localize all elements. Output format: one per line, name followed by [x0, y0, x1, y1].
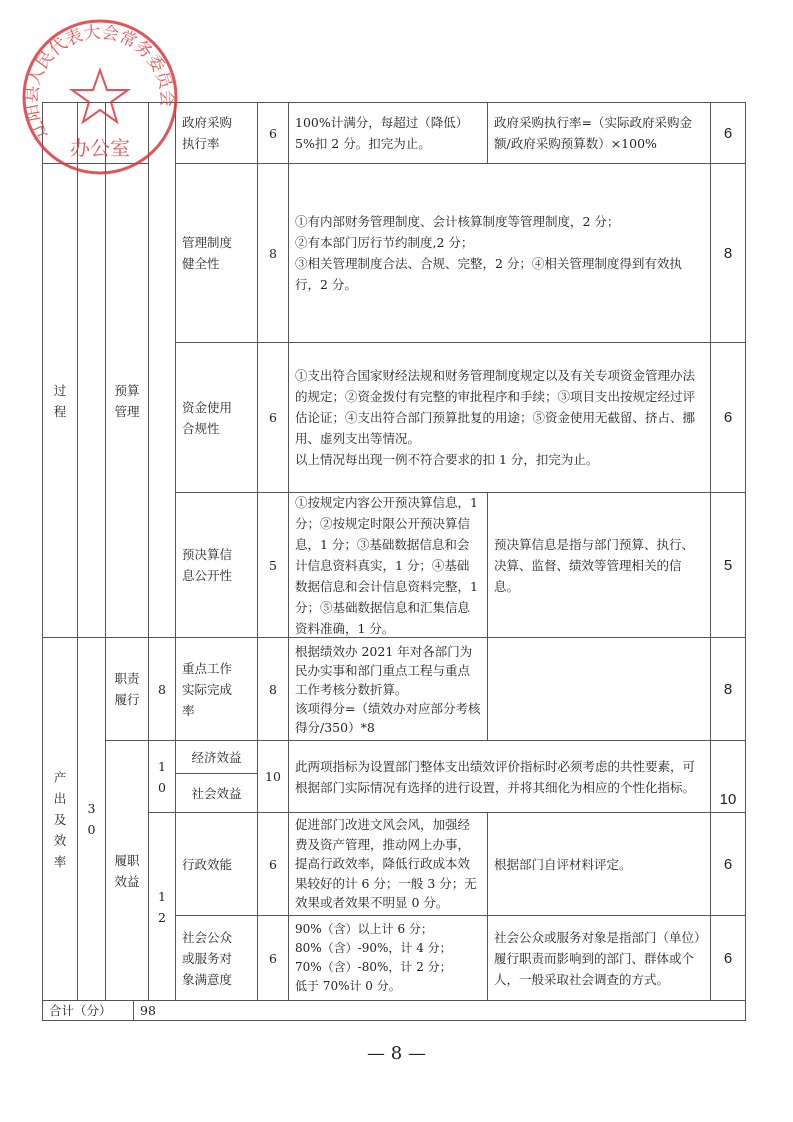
level2-duty: 职责 履行: [105, 637, 149, 741]
criteria-procurement: 100%计满分，每超过（降低）5%扣 2 分。扣完为止。: [288, 102, 488, 164]
indicator-social: 社会效益: [175, 773, 258, 813]
weight-key-work: 8: [257, 637, 289, 741]
weight-mgmt-system: 8: [257, 163, 289, 343]
weight-benefit-group1: 1 0: [148, 740, 176, 813]
weight-benefit-group2: 1 2: [148, 812, 176, 1001]
score-budget-disclosure: 5: [710, 492, 746, 638]
svg-text:辽阳县人民代表大会常务委员会: 辽阳县人民代表大会常务委员会: [21, 22, 177, 143]
weight-procurement: 6: [257, 102, 289, 164]
criteria-benefit: 此两项指标为设置部门整体支出绩效评价指标时必须考虑的共性要素，可根据部门实际情况有选择的进行设置，并将其细化为相应的个性化指标。: [288, 740, 711, 813]
weight-admin-efficiency: 6: [257, 812, 289, 916]
weight-benefit: 10: [257, 740, 289, 813]
indicator-mgmt-system: 管理制度 健全性: [175, 163, 258, 343]
score-admin-efficiency: 6: [710, 812, 746, 916]
score-benefit: 10: [710, 740, 746, 813]
criteria-satisfaction: 90%（含）以上计 6 分； 80%（含）-90%，计 4 分； 70%（含）-80%，计 2 分； 低于 70%计 0 分。: [288, 915, 488, 1001]
weight-output-efficiency: 3 0: [77, 637, 106, 1001]
level1-output-efficiency: 产 出 及 效 率: [42, 637, 78, 1001]
indicator-fund-compliance: 资金使用 合规性: [175, 342, 258, 493]
description-procurement: 政府采购执行率=（实际政府采购金额/政府采购预算数）×100%: [487, 102, 711, 164]
total-label: 合计（分）: [42, 1000, 134, 1021]
description-budget-disclosure: 预决算信息是指与部门预算、执行、决算、监督、绩效等管理相关的信息。: [487, 492, 711, 638]
star-icon: [72, 70, 128, 122]
svg-text:办公室: 办公室: [70, 136, 130, 160]
page-number: — 8 —: [367, 1043, 426, 1064]
level1-process: 过 程: [42, 163, 78, 638]
total-value: 98: [133, 1000, 746, 1021]
indicator-admin-efficiency: 行政效能: [175, 812, 258, 916]
indicator-procurement: 政府采购 执行率: [175, 102, 258, 164]
level2-benefit: 履职 效益: [105, 740, 149, 1001]
score-key-work: 8: [710, 637, 746, 741]
indicator-satisfaction: 社会公众 或服务对 象满意度: [175, 915, 258, 1001]
score-satisfaction: 6: [710, 915, 746, 1001]
description-admin-efficiency: 根据部门自评材料评定。: [487, 812, 711, 916]
criteria-admin-efficiency: 促进部门改进文风会风，加强经费及资产管理，推动网上办事，提高行政效率，降低行政成本效果较好的计 6 分；一般 3 分；无效果或者效果不明显 0 分。: [288, 812, 488, 916]
level2-budget-management: 预算 管理: [105, 163, 149, 638]
weight-budget-disclosure: 5: [257, 492, 289, 638]
blank-cell: [77, 163, 106, 638]
score-fund-compliance: 6: [710, 342, 746, 493]
criteria-fund-compliance: ①支出符合国家财经法规和财务管理制度规定以及有关专项资金管理办法的规定；②资金拨付有完整的审批程序和手续；③项目支出按规定经过评估论证；④支出符合部门预算批复的用途；⑤资金使用无截留、挤占、挪用、虚列支出等情况。 以上情况每出现一例不符合要求的扣 1 分，扣完为止。: [288, 342, 711, 493]
weight-fund-compliance: 6: [257, 342, 289, 493]
blank-weight-cell: [148, 102, 176, 638]
score-mgmt-system: 8: [710, 163, 746, 343]
criteria-budget-disclosure: ①按规定内容公开预决算信息，1 分；②按规定时限公开预决算信息，1 分；③基础数据信息和会计信息资料真实，1 分；④基础数据信息和会计信息资料完整，1 分；⑤基础数据信息和汇集信息资料准确，1 分。: [288, 492, 488, 638]
indicator-budget-disclosure: 预决算信 息公开性: [175, 492, 258, 638]
description-key-work: [487, 637, 711, 741]
criteria-mgmt-system: ①有内部财务管理制度、会计核算制度等管理制度，2 分； ②有本部门厉行节约制度,2 分； ③相关管理制度合法、合规、完整，2 分；④相关管理制度得到有效执行，2 分。: [288, 163, 711, 343]
weight-satisfaction: 6: [257, 915, 289, 1001]
weight-duty: 8: [148, 637, 176, 741]
criteria-key-work: 根据绩效办 2021 年对各部门为民办实事和部门重点工程与重点工作考核分数折算。 该项得分=（绩效办对应部分考核得分/350）*8: [288, 637, 488, 741]
indicator-economic: 经济效益: [175, 740, 258, 774]
score-procurement: 6: [710, 102, 746, 164]
description-satisfaction: 社会公众或服务对象是指部门（单位）履行职责而影响到的部门、群体或个人，一般采取社会调查的方式。: [487, 915, 711, 1001]
official-seal-stamp: [18, 15, 183, 180]
indicator-key-work: 重点工作 实际完成 率: [175, 637, 258, 741]
